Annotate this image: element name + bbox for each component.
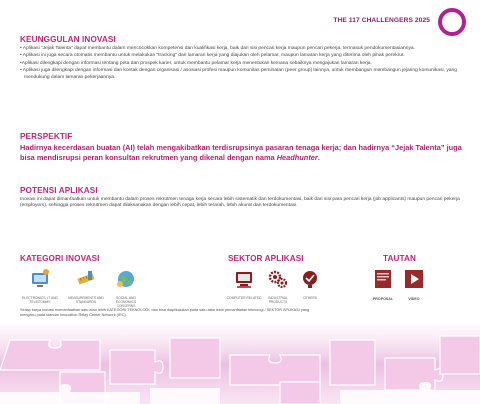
list-item: • Aplikasi juga dilengkapi dengan informasi dan kontak dengan organisasi / asosiasi profesi maupun komunitas peminatan (peer group) lainnya, untuk membangun membangun jejaring komunikasi, yang mendukung dalam lamaran pekerjaannya. (20, 68, 457, 80)
measurements-icon (75, 268, 97, 290)
kategori-item-electronics (22, 268, 58, 305)
perspektif-text: Hadirnya kecerdasan buatan (AI) telah mengakibatkan terdisrupsinya pasaran tenaga kerja; dan hadirnya “Jejak Talenta” juga bisa mendisrupsi peran konsultan rekrutmen yang dikenal dengan nama Headhunter. (20, 143, 462, 162)
sektor-label: COMPUTER RELATED (226, 296, 262, 300)
sektor-label: OTHERS (303, 296, 317, 300)
kategori-item-measurements (68, 268, 104, 305)
sektor-label: INDUSTRIAL PRODUCTS (268, 296, 288, 304)
kategori-heading: KATEGORI INOVASI (20, 254, 100, 263)
electronics-icon (29, 268, 51, 290)
potensi-heading: POTENSI APLIKASI (20, 186, 98, 195)
kategori-item-social (108, 268, 144, 308)
footnote-text: Setiap karya inovasi memanfaatkan satu atau lebih KATEGORI TEKNOLOGI, dan bisa diaplikasikan pada satu atau lebih pemanfaatan teknologi / SEKTOR APLIKASI yang mengacu pada standar Innovation Relay Center Network (IRC). (20, 308, 310, 317)
sektor-item-industrial (260, 268, 296, 305)
tautan-heading: TAUTAN (383, 254, 417, 263)
kategori-label: SOCIAL AND ECONOMICS CONCERNS (115, 296, 137, 308)
tautan-label: VIDEO (408, 297, 420, 301)
others-icon (299, 268, 321, 290)
potensi-text: Inovasi ini dapat dimanfaatkan untuk membantu dalam proses rekrutmen tenaga kerja secara lebih sistematik dan terdokumentasi, baik dari sisi para pencari kerja (job applicants) maupun pencari pekerja (employers), sehingga proses rekrutmen dapat dilaksanakan dengan lebih cepat, lebih terarah, lebih akurat dan terdokumentasi. (20, 197, 460, 209)
headhunter-term: Headhunter (276, 152, 318, 162)
kategori-label: MEASUREMENTS AND STANDARDS (68, 296, 104, 304)
gears-icon (267, 268, 289, 290)
sektor-item-others (292, 268, 328, 301)
keunggulan-list (20, 46, 464, 82)
tautan-label: PROPOSAL (372, 297, 394, 301)
list-item: •Aplikasi dilengkapi dengan informasi tentang peta dan prospek karier, untuk membantu pelamar kerja menentukan kemana sebaiknya mengajukan lamaran kerja. (20, 60, 372, 66)
tautan-item-video[interactable] (400, 268, 428, 301)
list-item: • Aplikasi ini juga secara otomatis membantu untuk melakukan “tracking” dari lamaran kerja yang diajukan oleh pelamar, maupun lamaran kerja yang diterima oleh pihak perekrut. (20, 53, 405, 59)
video-icon[interactable] (403, 268, 425, 290)
keunggulan-heading: KEUNGGULAN INOVASI (20, 35, 116, 44)
sektor-heading: SEKTOR APLIKASI (228, 254, 304, 263)
document-title: THE 117 CHALLENGERS 2025 (333, 17, 430, 24)
perspektif-heading: PERSPEKTIF (20, 132, 73, 141)
sektor-item-computer (226, 268, 262, 301)
computer-icon (233, 268, 255, 290)
list-item: • Aplikasi “Jejak Talenta” dapat membantu dalam mencocokkan kompetensi dan kualifikasi kerja, baik dari sisi pencari kerja maupun pencari pekerja, termasuk pendokumentasiannya. (20, 46, 415, 51)
proposal-icon[interactable] (372, 268, 394, 290)
kategori-label: ELECTRONICS, IT AND TELECOMMS (22, 296, 58, 304)
tautan-item-proposal[interactable] (369, 268, 397, 301)
social-economics-icon (115, 268, 137, 290)
ring-logo-icon (438, 8, 466, 36)
